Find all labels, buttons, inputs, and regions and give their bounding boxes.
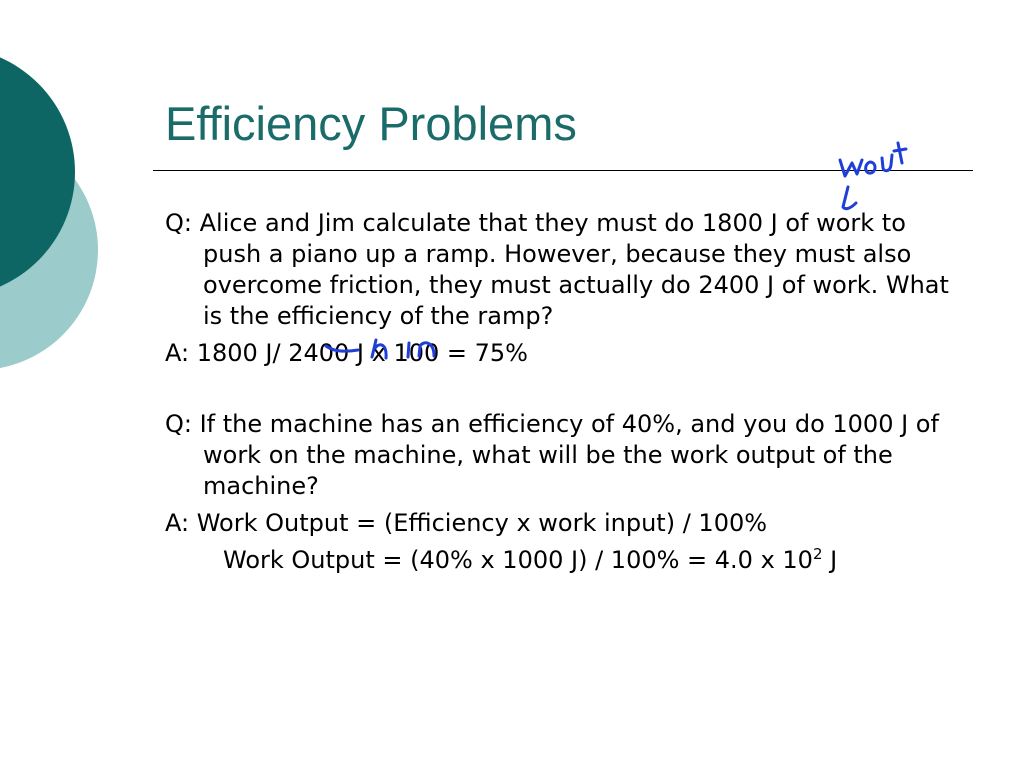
question-1: Q: Alice and Jim calculate that they must do 1800 J of work to push a piano up a ramp. However, because they must also overcome friction, they must actually do 2400 J of work. What is the efficiency of the ramp?	[165, 209, 949, 330]
calculation-text: Work Output = (40% x 1000 J) / 100% = 4.0 x 10	[223, 546, 813, 574]
slide-body	[165, 208, 965, 576]
answer-2: A: Work Output = (Efficiency x work input) / 100%	[165, 509, 768, 537]
handwritten-wout	[840, 143, 906, 209]
slide-title: Efficiency Problems	[165, 97, 577, 150]
answer-1: A: 1800 J/ 2400 J x 100 = 75%	[165, 339, 528, 367]
title-divider	[153, 170, 973, 171]
calculation-unit: J	[822, 546, 838, 574]
calculation-exponent: 2	[812, 545, 823, 563]
question-2: Q: If the machine has an efficiency of 40%, and you do 1000 J of work on the machine, what will be the work output of the machine?	[165, 410, 939, 500]
answer-2-calculation	[165, 545, 965, 576]
decorative-circles	[0, 0, 120, 420]
